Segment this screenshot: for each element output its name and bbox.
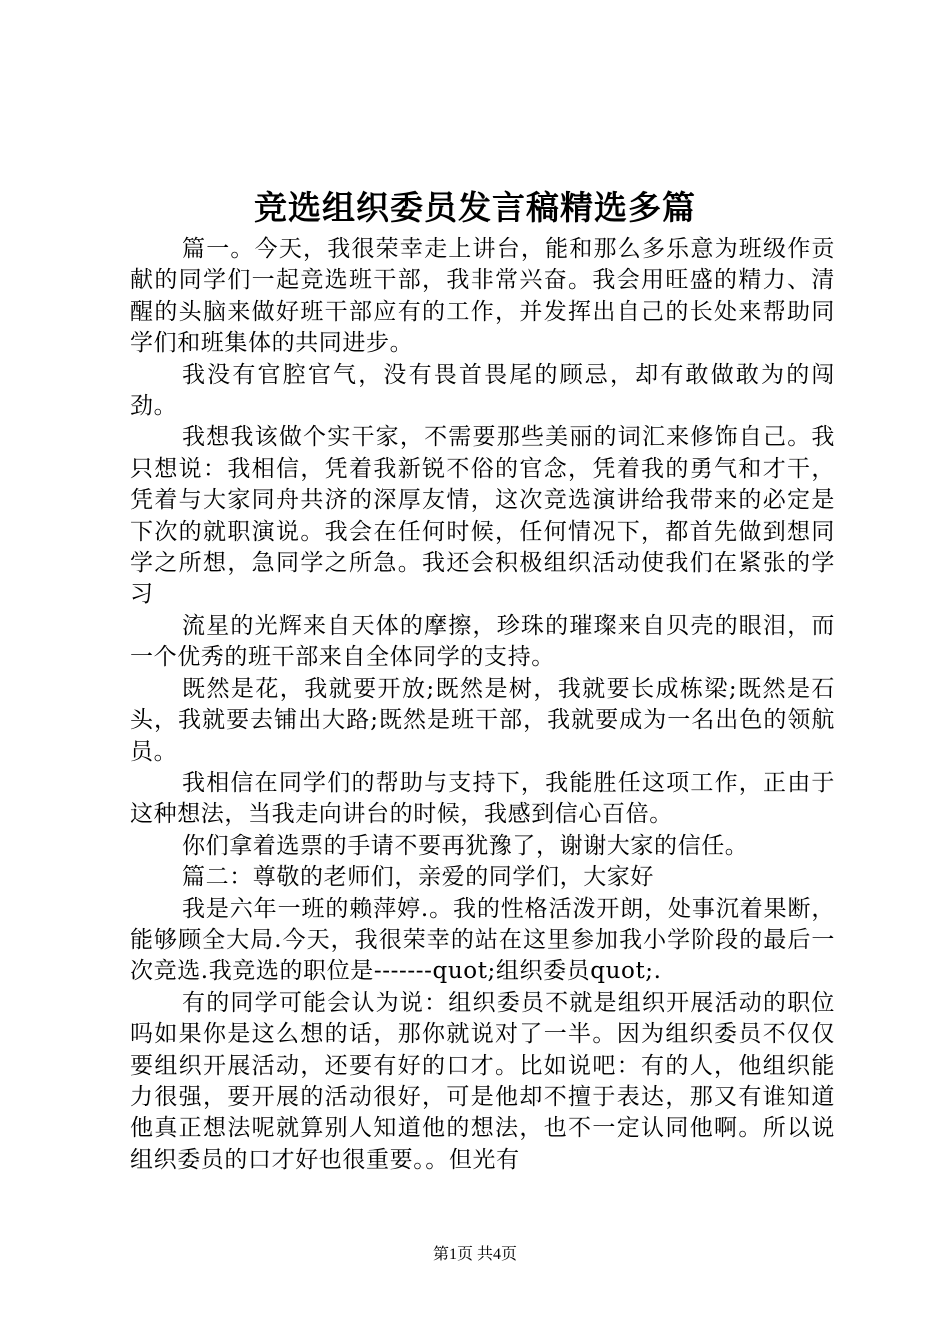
document-title: 竞选组织委员发言稿精选多篇 — [254, 188, 696, 227]
paragraph: 你们拿着选票的手请不要再犹豫了，谢谢大家的信任。 — [182, 832, 749, 859]
paragraph: 流星的光辉来自天体的摩擦，珍珠的璀璨来自贝壳的眼泪，而一个优秀的班干部来自全体同学的支持。 — [130, 612, 835, 671]
paragraph: 篇二：尊敬的老师们，亲爱的同学们，大家好 — [182, 864, 654, 891]
paragraph: 有的同学可能会认为说：组织委员不就是组织开展活动的职位吗如果你是这么想的话，那你就说对了一半。因为组织委员不仅仅要组织开展活动，还要有好的口才。比如说吧：有的人，他组织能力很强，要开展的活动很好，可是他却不擅于表达，那又有谁知道他真正想法呢就算别人知道他的想法，也不一定认同他啊。所以说组织委员的口才好也很重要。。但光有 — [130, 989, 835, 1173]
paragraph: 我相信在同学们的帮助与支持下，我能胜任这项工作，正由于这种想法，当我走向讲台的时候，我感到信心百倍。 — [130, 769, 835, 828]
paragraph: 既然是花，我就要开放;既然是树，我就要长成栋梁;既然是石头，我就要去铺出大路;既然是班干部，我就要成为一名出色的领航员。 — [130, 675, 835, 765]
paragraph: 我没有官腔官气，没有畏首畏尾的顾忌，却有敢做敢为的闯劲。 — [130, 361, 835, 420]
paragraph: 我想我该做个实干家，不需要那些美丽的词汇来修饰自己。我只想说：我相信，凭着我新锐不俗的官念，凭着我的勇气和才干，凭着与大家同舟共济的深厚友情，这次竞选演讲给我带来的必定是下次的就职演说。我会在任何时候，任何情况下，都首先做到想同学之所想，急同学之所急。我还会积极组织活动使我们在紧张的学习 — [130, 424, 835, 608]
paragraph: 篇一。今天，我很荣幸走上讲台，能和那么多乐意为班级作贡献的同学们一起竞选班干部，我非常兴奋。我会用旺盛的精力、清醒的头脑来做好班干部应有的工作，并发挥出自己的长处来帮助同学们和班集体的共同进步。 — [130, 236, 835, 357]
document-body — [130, 234, 835, 1176]
paragraph: 我是六年一班的赖萍婷.。我的性格活泼开朗，处事沉着果断，能够顾全大局.今天，我很荣幸的站在这里参加我小学阶段的最后一次竞选.我竞选的职位是-------quot;组织委员quot;. — [130, 895, 835, 985]
page-footer: 第1页 共4页 — [432, 1246, 517, 1263]
